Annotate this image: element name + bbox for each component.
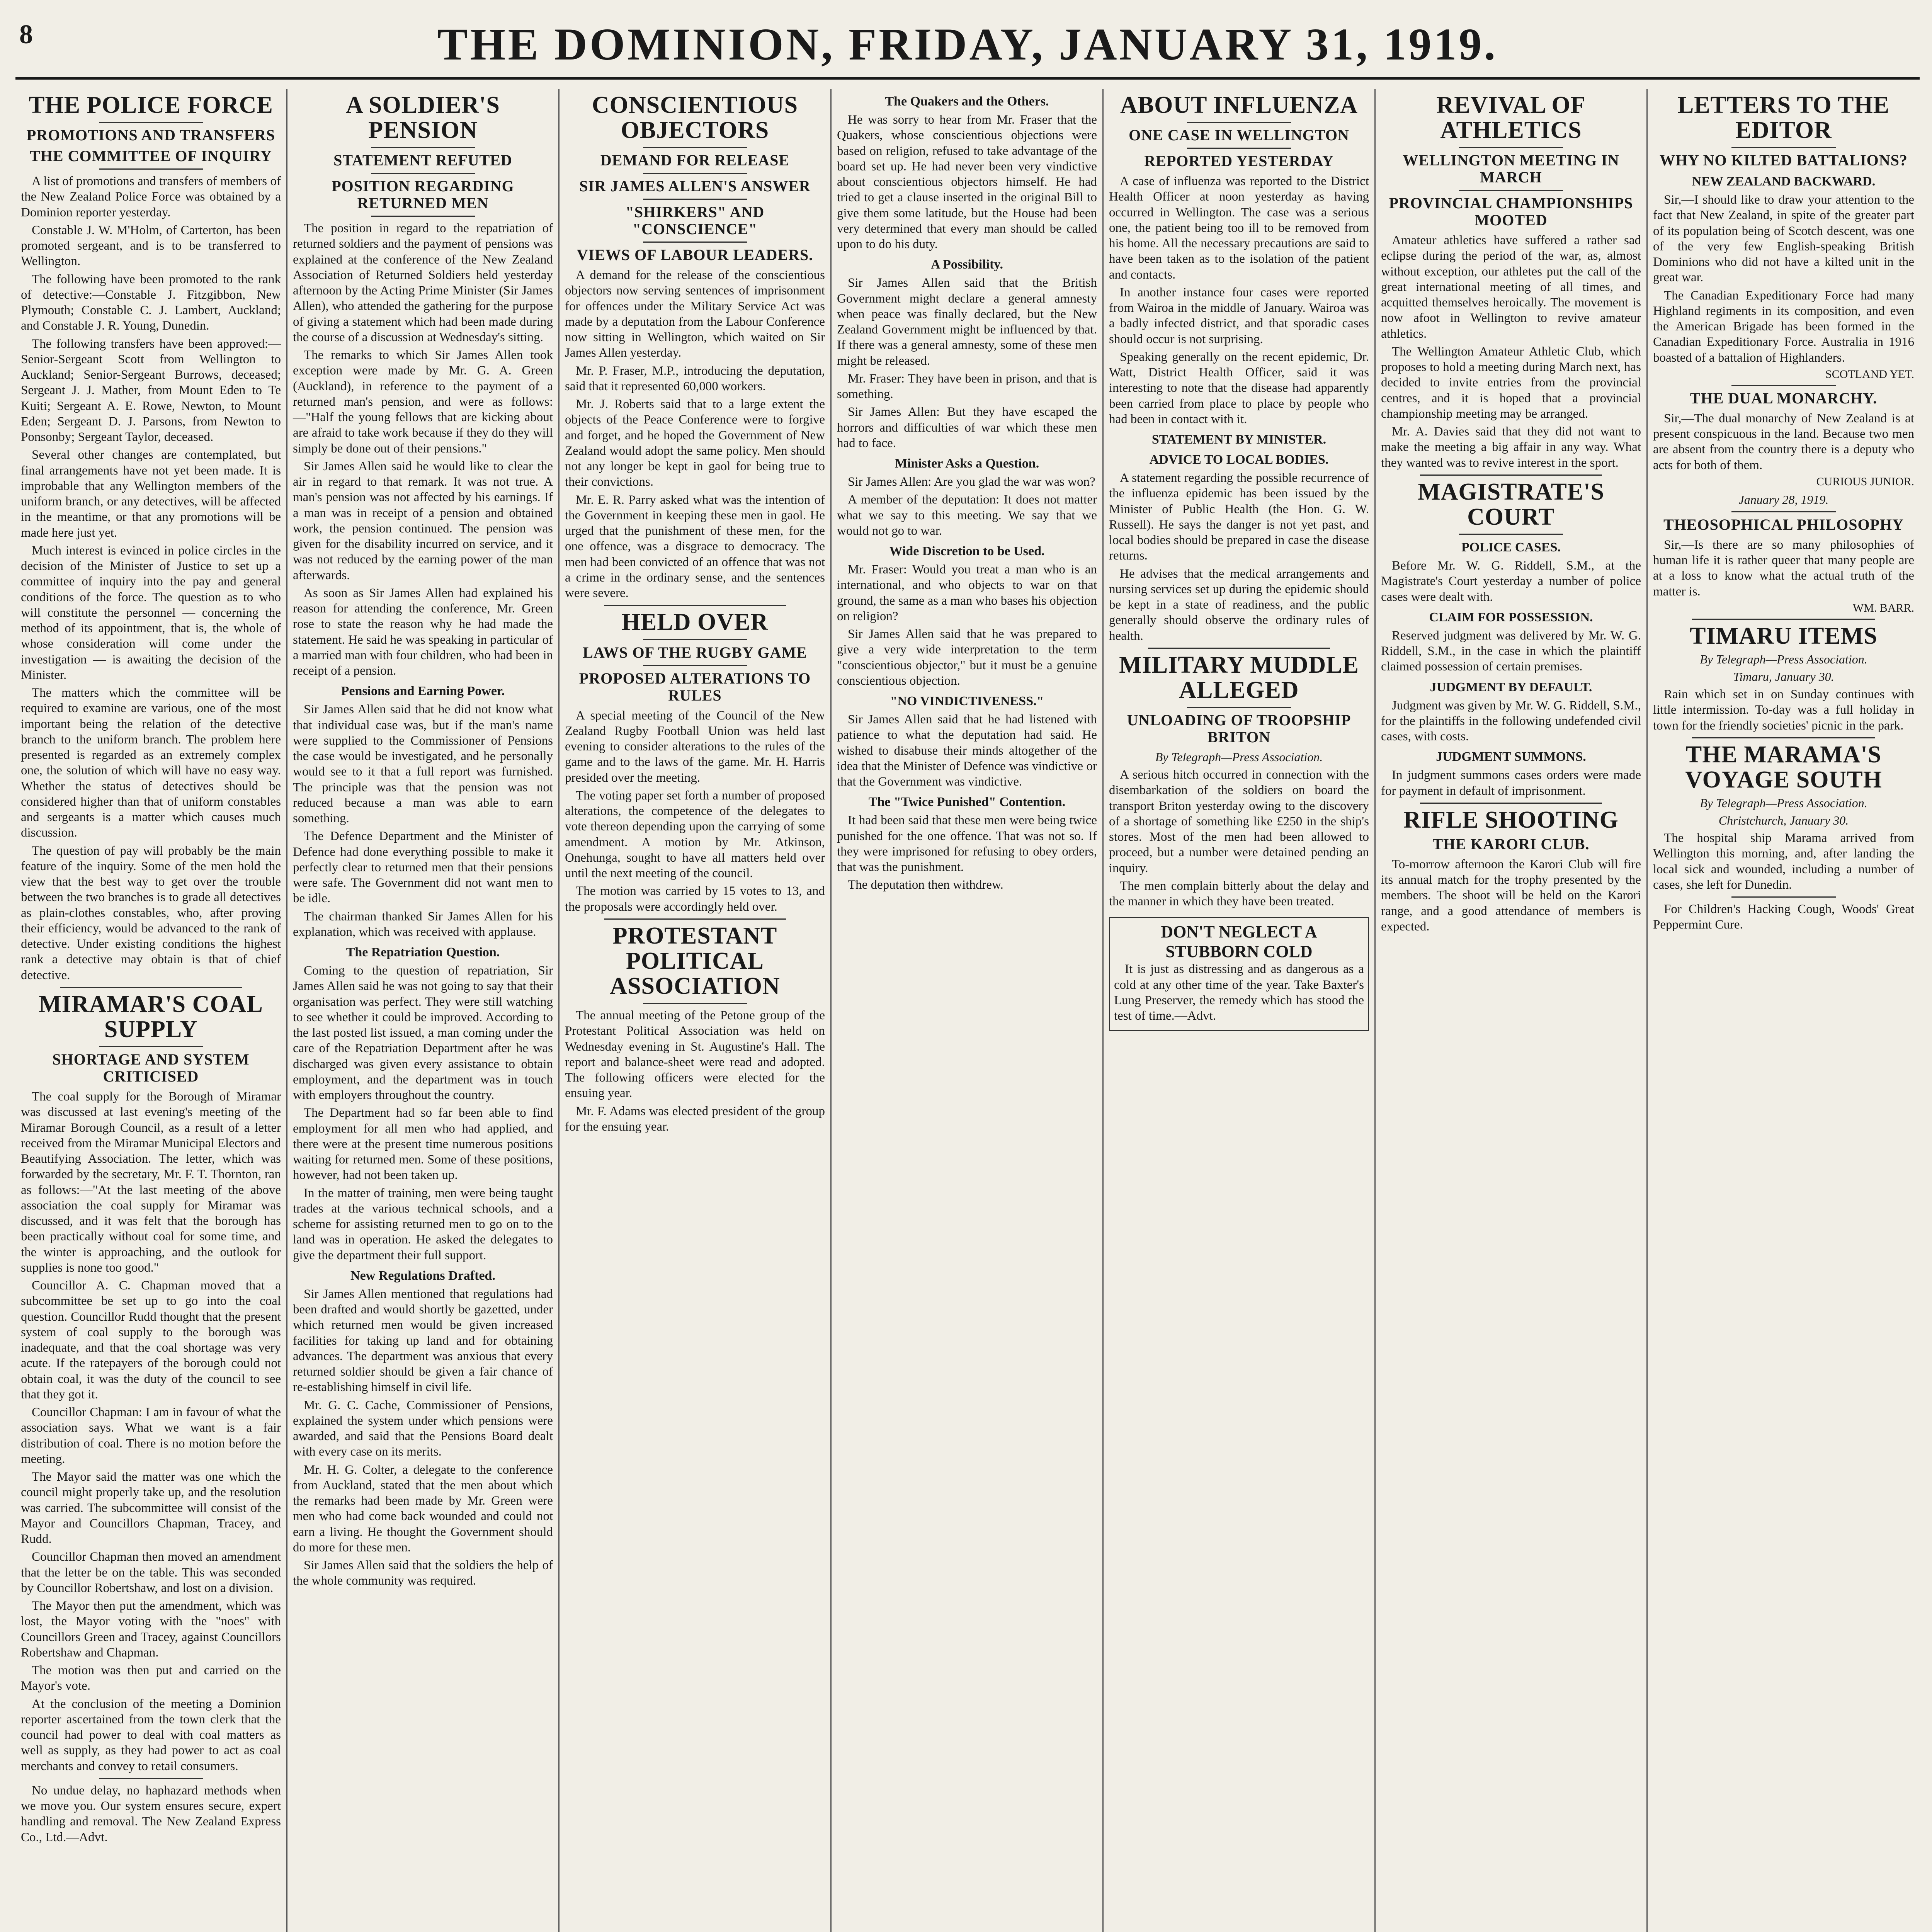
article-subtitle: THE COMMITTEE OF INQUIRY <box>30 147 272 165</box>
divider <box>99 1046 203 1047</box>
divider <box>1731 896 1836 898</box>
paragraph: Sir James Allen mentioned that regulations had been drafted and would shortly be gazetted, under which returned men would be given increased facilities for taking up land and for obtaining advances. The department was anxious that every returned soldier should be given a fair chance of re-establishing himself in civil life. <box>293 1287 553 1395</box>
paragraph: Mr. F. Adams was elected president of the group for the ensuing year. <box>565 1104 825 1134</box>
paragraph: Mr. G. C. Cache, Commissioner of Pensions, explained the system under which pensions were awarded, and said that the Pensions Board dealt with every case on its merits. <box>293 1398 553 1459</box>
divider <box>604 918 786 920</box>
paragraph: Amateur athletics have suffered a rather sad eclipse during the period of the war, as, almost without exception, our athletes put the call of the great international meeting of all times, and acquitted themselves heroically. The movement is now afoot in Wellington to revive amateur athletics. <box>1381 233 1641 341</box>
article-subtitle: PROMOTIONS AND TRANSFERS <box>26 126 276 144</box>
article-subtitle: LAWS OF THE RUGBY GAME <box>583 643 807 661</box>
paragraph: Mr. Fraser: They have been in prison, and that is something. <box>837 371 1097 401</box>
paragraph: Much interest is evinced in police circles in the decision of the Minister of Justice to set up a committee of inquiry into the pay and general conditions of the force. The question as to who will constitute the personnel — concerning the method of its appointment, that is, the whole of whose consideration will come under the investigation — is awaiting the decision of the Minister. <box>21 543 281 682</box>
paragraph: A demand for the release of the conscientious objectors now serving sentences of imprisonment for offences under the Military Service Act was made by a deputation from the Labour Conference now sitting in Wellington, which waited on Sir James Allen yesterday. <box>565 268 825 360</box>
paragraph: Mr. A. Davies said that they did not want to make the meeting a big affair in any way. What they wanted was to revive interest in the sport. <box>1381 425 1641 470</box>
masthead-title: THE DOMINION, FRIDAY, JANUARY 31, 1919. <box>437 19 1498 70</box>
paragraph: A special meeting of the Council of the New Zealand Rugby Football Union was held last evening to consider alterations to the rules of the game and to the laws of the game. Mr. H. Harris presided over the meeting. <box>565 708 825 785</box>
article-subtitle: VIEWS OF LABOUR LEADERS. <box>577 246 813 264</box>
paragraph: The deputation then withdrew. <box>848 878 1003 892</box>
byline: By Telegraph—Press Association. <box>1155 750 1323 764</box>
columns <box>15 89 1920 1932</box>
section-heading: CLAIM FOR POSSESSION. <box>1429 610 1593 624</box>
column-6 <box>1376 89 1648 1932</box>
divider <box>1187 122 1291 123</box>
section-heading: NEW ZEALAND BACKWARD. <box>1692 174 1876 189</box>
article-subtitle: REPORTED YESTERDAY <box>1144 152 1334 170</box>
article-subtitle: THE DUAL MONARCHY. <box>1690 389 1878 407</box>
divider <box>643 147 747 148</box>
masthead <box>15 12 1920 80</box>
advertisement <box>1109 917 1369 1031</box>
article-subtitle: SHORTAGE AND SYSTEM CRITICISED <box>52 1051 250 1085</box>
byline: By Telegraph—Press Association. <box>1700 796 1867 810</box>
paragraph: The question of pay will probably be the main feature of the inquiry. Some of the men hold the view that the best way to get over the trouble between the two branches is to grade all detectives as plain-clothes constables, who, after proving their efficiency, would be advanced to the rank of detective. Under existing conditions the highest rank a detective may obtain is that of chief detective. <box>21 844 281 982</box>
article-subtitle: SIR JAMES ALLEN'S ANSWER <box>579 177 811 195</box>
article-subtitle: PROPOSED ALTERATIONS TO RULES <box>579 669 811 704</box>
article-title: LETTERS TO THE EDITOR <box>1677 92 1890 144</box>
divider <box>1148 648 1330 649</box>
article-title: HELD OVER <box>621 609 769 636</box>
letter-date: January 28, 1919. <box>1738 492 1829 507</box>
column-4 <box>832 89 1104 1932</box>
paragraph: The men complain bitterly about the delay and the manner in which they have been treated. <box>1109 879 1369 909</box>
paragraph: A statement regarding the possible recurrence of the influenza epidemic has been issued by the Minister of Public Health (the Hon. G. W. Russell). He says the danger is not yet past, and local bodies should be prepared in case the disease returns. <box>1109 471 1369 563</box>
paragraph: Sir,—The dual monarchy of New Zealand is at present conspicuous in the land. Because two men are absent from the country there is a deputy who acts for both of them. <box>1653 411 1914 472</box>
article-subtitle: THEOSOPHICAL PHILOSOPHY <box>1663 515 1904 533</box>
article-subtitle: DEMAND FOR RELEASE <box>600 151 790 169</box>
ad-text: It is just as distressing and as dangerous as a cold at any other time of the year. Take Baxter's Lung Preserver, the remedy which has stood the test of time.—Advt. <box>1114 962 1364 1023</box>
paragraph: The annual meeting of the Petone group of the Protestant Political Association was held on Wednesday evening in St. Augustine's Hall. The report and balance-sheet were read and adopted. The following officers were elected for the ensuing year. <box>565 1009 825 1100</box>
paragraph: A serious hitch occurred in connection with the disembarkation of the soldiers on board the transport Briton yesterday owing to the discovery of a shortage of something like £250 in the ship's stores. Most of the men had been allowed to proceed, but a number were detained pending an inquiry. <box>1109 768 1369 875</box>
section-heading: New Regulations Drafted. <box>350 1268 495 1283</box>
divider <box>60 987 242 988</box>
divider <box>1692 737 1875 738</box>
paragraph: The following have been promoted to the rank of detective:—Constable J. Fitzgibbon, New Plymouth; Constable C. J. Lambert, Auckland; and Constable J. R. Young, Dunedin. <box>21 272 281 333</box>
paragraph: He advises that the medical arrangements and nursing services set up during the epidemic should be kept in a state of readiness, and the public generally should observe the ordinary rules of health. <box>1109 566 1369 643</box>
column-3 <box>560 89 832 1932</box>
divider <box>1420 474 1602 476</box>
paragraph: Sir,—Is there are so many philosophies of human life it is rather queer that many people are at a loss to know what the actual truth of the matter is. <box>1653 537 1914 599</box>
paragraph: The Defence Department and the Minister of Defence had done everything possible to make it perfectly clear to returned men that their pensions were safe. The Government did not want men to be idle. <box>293 829 553 906</box>
paragraph: In judgment summons cases orders were made for payment in default of imprisonment. <box>1381 768 1641 798</box>
paragraph: The motion was then put and carried on the Mayor's vote. <box>21 1663 281 1693</box>
paragraph: Sir James Allen said that he had listened with patience to what the deputation had said. He wished to disabuse their minds altogether of the idea that the Minister of Defence was vindictive or that the Government was vindictive. <box>837 713 1097 789</box>
paragraph: Sir James Allen: Are you glad the war was won? <box>848 475 1095 489</box>
divider <box>99 122 203 123</box>
paragraph: Sir James Allen said that the British Government might declare a general amnesty when peace was finally declared, but the New Zealand Government might be influenced by that. If there was a general amnesty, some of these men might be released. <box>837 276 1097 368</box>
divider <box>1187 707 1291 708</box>
paragraph: Sir James Allen said he would like to clear the air in regard to that remark. It was not true. A man's pension was not affected by his earnings. If a man was in receipt of a pension and obtained work, the pension continued. The pension was given for the disability incurred on service, and it was not reduced by the earning power of the man afterwards. <box>293 459 553 582</box>
divider <box>1459 147 1563 148</box>
letter-signature: CURIOUS JUNIOR. <box>1816 475 1914 488</box>
divider <box>1731 385 1836 386</box>
letter-signature: SCOTLAND YET. <box>1825 367 1914 381</box>
advertisement: No undue delay, no haphazard methods when we move you. Our system ensures secure, expert handling and removal. The New Zealand Express Co., Ltd.—Advt. <box>21 1783 281 1844</box>
paragraph: Councillor Chapman: I am in favour of what the association says. What we want is a fair distribution of coal. There is no motion before the meeting. <box>21 1405 281 1466</box>
paragraph: Mr. J. Roberts said that to a large extent the objects of the Peace Conference were to forgive and forget, and he hoped the Government of New Zealand would adopt the same policy. Men should not any longer be kept in gaol for being true to their convictions. <box>565 397 825 489</box>
article-title: RIFLE SHOOTING <box>1403 806 1619 833</box>
paragraph: It had been said that these men were being twice punished for the one offence. That was not so. If they were imprisoned for refusing to obey orders, that was the punishment. <box>837 813 1097 874</box>
paragraph: Mr. P. Fraser, M.P., introducing the deputation, said that it represented 60,000 workers. <box>565 364 825 393</box>
paragraph: A member of the deputation: It does not matter what we say to this meeting. We say that we would not go to war. <box>837 493 1097 538</box>
divider <box>643 1003 747 1004</box>
article-title: ABOUT INFLUENZA <box>1120 92 1358 118</box>
section-heading: JUDGMENT BY DEFAULT. <box>1430 680 1592 694</box>
paragraph: Sir James Allen said that the soldiers the help of the whole community was required. <box>293 1558 553 1588</box>
paragraph: Before Mr. W. G. Riddell, S.M., at the Magistrate's Court yesterday a number of police cases were dealt with. <box>1381 559 1641 604</box>
article-title: THE MARAMA'S VOYAGE SOUTH <box>1685 741 1882 793</box>
article-title: MIRAMAR'S COAL SUPPLY <box>39 991 263 1043</box>
paragraph: Sir James Allen said that he was prepared to give a very wide interpretation to the term "conscientious objector," but it must be a genuine conscientious objection. <box>837 627 1097 688</box>
section-heading: JUDGMENT SUMMONS. <box>1436 750 1586 764</box>
section-heading: The "Twice Punished" Contention. <box>868 795 1066 810</box>
paragraph: Mr. E. R. Parry asked what was the intention of the Government in keeping these men in gaol. He urged that the punishment of these men, for the one offence, was a disgrace to democracy. The men had been convicted of an offence that was not a crime in the ordinary sense, and the sentences were severe. <box>565 493 825 600</box>
byline: By Telegraph—Press Association. <box>1700 652 1867 667</box>
paragraph: The following transfers have been approved:—Senior-Sergeant Scott from Wellington to Auckland; Senior-Sergeant Burrows, deceased; Sergeant J. J. Mather, from Mount Eden to Te Kuiti; Sergeant A. E. Rowe, Newton, to Mount Eden; Sergeant D. J. Parsons, from Newton to Ponsonby; Sergeant Taylor, deceased. <box>21 337 281 444</box>
paragraph: Sir,—I should like to draw your attention to the fact that New Zealand, in spite of the greater part of its population being of Scotch descent, was one of the very few English-speaking British Dominions who did not have a kilted unit in the great war. <box>1653 193 1914 285</box>
divider <box>1731 147 1836 148</box>
paragraph: He was sorry to hear from Mr. Fraser that the Quakers, whose conscientious objections were based on religion, refused to take advantage of the board set up. He had never been very vindictive about conscientious objectors himself. He had tried to get a clause inserted in the original Bill to give them some latitude, but the House had been very determined that every man should be called upon to do his duty. <box>837 113 1097 251</box>
divider <box>371 173 475 174</box>
paragraph: Speaking generally on the recent epidemic, Dr. Watt, District Health Officer, said it was interesting to note that the disease had apparently been carried from place to place by people who had been in contact with it. <box>1109 350 1369 426</box>
paragraph: Judgment was given by Mr. W. G. Riddell, S.M., for the plaintiffs in the following undefended civil cases, with costs. <box>1381 698 1641 744</box>
divider <box>1692 619 1875 620</box>
paragraph: The Department had so far been able to find employment for all men who had applied, and there were at the present time numerous positions waiting for returned men. Some of these positions, however, had not been taken up. <box>293 1106 553 1182</box>
article-subtitle: ONE CASE IN WELLINGTON <box>1129 126 1349 144</box>
divider <box>99 168 203 170</box>
dateline: Timaru, January 30. <box>1733 670 1834 684</box>
paragraph: Several other changes are contemplated, but final arrangements have not yet been made. It is improbable that any Wellington members of the uniform branch, or any detectives, will be affected in the meantime, or that any promotions will be made here just yet. <box>21 448 281 540</box>
paragraph: The Mayor then put the amendment, which was lost, the Mayor voting with the "noes" with Councillors Green and Tracey, against Councillors Robertshaw and Chapman. <box>21 1599 281 1660</box>
divider <box>643 665 747 666</box>
section-heading: The Quakers and the Others. <box>885 94 1049 109</box>
divider <box>99 1778 203 1779</box>
advertisement: For Children's Hacking Cough, Woods' Great Peppermint Cure. <box>1653 902 1914 932</box>
article-title: MILITARY MUDDLE ALLEGED <box>1119 651 1359 703</box>
paragraph: The remarks to which Sir James Allen took exception were made by Mr. G. A. Green (Auckland), in reference to the payment of a returned man's pension, and were as follows:—"Half the young fellows that are kicking about are afraid to take work because if they do they will simply be done out of their pensions." <box>293 348 553 456</box>
column-2 <box>287 89 560 1932</box>
divider <box>1459 190 1563 191</box>
paragraph: At the conclusion of the meeting a Dominion reporter ascertained from the town clerk that the council had power to deal with coal matters as well as supply, as they had power to act as coal merchants and convey to retail consumers. <box>21 1697 281 1773</box>
page-number: 8 <box>19 20 33 49</box>
paragraph: In the matter of training, men were being taught trades at the various technical schools, and a scheme for assisting returned men to go on to the land was in operation. He asked the delegates to give the department their full support. <box>293 1186 553 1262</box>
paragraph: The Mayor said the matter was one which the council might properly take up, and the resolution was carried. The subcommittee will consist of the Mayor and Councillors Chapman, Tracey, and Rudd. <box>21 1470 281 1546</box>
paragraph: The coal supply for the Borough of Miramar was discussed at last evening's meeting of the Miramar Borough Council, as a result of a letter received from the Miramar Municipal Electors and Beautifying Association. The letter, which was forwarded by the secretary, Mr. F. T. Thornton, ran as follows:—"At the last meeting of the above association the coal supply for Miramar was discussed, and it was felt that the borough has been practically without coal for some time, and the winter is approaching, and the outlook for supplies is none too good." <box>21 1090 281 1275</box>
section-heading: STATEMENT BY MINISTER. <box>1151 432 1327 447</box>
ad-headline: DON'T NEGLECT A STUBBORN COLD <box>1161 922 1317 961</box>
divider <box>643 639 747 640</box>
paragraph: Constable J. W. M'Holm, of Carterton, has been promoted sergeant, and is to be transferred to Wellington. <box>21 223 281 269</box>
section-heading: POLICE CASES. <box>1461 540 1561 555</box>
article-subtitle: PROVINCIAL CHAMPIONSHIPS MOOTED <box>1389 194 1633 229</box>
dateline: Christchurch, January 30. <box>1718 813 1849 828</box>
paragraph: Councillor A. C. Chapman moved that a subcommittee be set up to go into the coal question. Councillor Rudd thought that the present system of coal supply to the borough was inadequate, and that the coal shortage was very acute. If the ratepayers of the borough could not obtain coal, it was the duty of the council to see that they got it. <box>21 1279 281 1401</box>
column-5 <box>1104 89 1376 1932</box>
paragraph: Reserved judgment was delivered by Mr. W. G. Riddell, S.M., in the case in which the plaintiff claimed possession of certain premises. <box>1381 628 1641 674</box>
article-subtitle: WELLINGTON MEETING IN MARCH <box>1403 151 1619 186</box>
paragraph: Mr. H. G. Colter, a delegate to the conference from Auckland, stated that the men about which the remarks had been made by Mr. Green were men who had come back wounded and could not earn a living. He thought the Government should do more for these men. <box>293 1463 553 1554</box>
paragraph: In another instance four cases were reported from Wairoa in the middle of January. Wairoa was a badly infected district, and that sporadic cases should occur is not surprising. <box>1109 285 1369 346</box>
paragraph: Coming to the question of repatriation, Sir James Allen said he was not going to say that their organisation was perfect. They were still watching to see whether it could be improved. According to the last posted list issued, a man coming under the care of the Repatriation Department after he was discharged was given every assistance to obtain employment, and the department was in touch with employers throughout the country. <box>293 964 553 1102</box>
paragraph: The hospital ship Marama arrived from Wellington this morning, and, after landing the local sick and wounded, including a number of cases, she left for Dunedin. <box>1653 831 1914 892</box>
paragraph: Sir James Allen: But they have escaped the horrors and difficulties of war which these men had to face. <box>837 405 1097 450</box>
column-7 <box>1648 89 1920 1932</box>
section-heading: The Repatriation Question. <box>346 945 500 960</box>
article-title: MAGISTRATE'S COURT <box>1418 478 1604 531</box>
divider <box>1731 511 1836 512</box>
paragraph: As soon as Sir James Allen had explained his reason for attending the conference, Mr. Green rose to state the reason why he had made the statement. He said he was speaking in particular of a married man with four children, who had been in receipt of a pension. <box>293 586 553 678</box>
section-heading: "NO VINDICTIVENESS." <box>890 694 1044 708</box>
divider <box>1187 148 1291 149</box>
divider <box>371 147 475 148</box>
paragraph: The motion was carried by 15 votes to 13, and the proposals were accordingly held over. <box>565 884 825 914</box>
article-title: REVIVAL OF ATHLETICS <box>1436 92 1586 144</box>
column-1 <box>15 89 287 1932</box>
paragraph: To-morrow afternoon the Karori Club will fire its annual match for the trophy presented by the members. The shoot will be held on the Karori range, and a good attendance of members is expected. <box>1381 857 1641 934</box>
paragraph: The Wellington Amateur Athletic Club, which proposes to hold a meeting during March next, has decided to invite entries from the provincial centres, and it is hoped that a provincial championship meeting may be arranged. <box>1381 344 1641 421</box>
paragraph: The matters which the committee will be required to examine are various, one of the most important being the relation of the detective branch to the uniform branch. The problem here presented is regarded as an extremely complex one, the solution of which will have no easy way. Whether the status of detectives should be considered higher than that of uniform constables and sergeants is a matter which causes much discussion. <box>21 686 281 840</box>
article-title: THE POLICE FORCE <box>29 92 273 118</box>
article-title: PROTESTANT POLITICAL ASSOCIATION <box>610 922 780 999</box>
article-subtitle: STATEMENT REFUTED <box>333 151 512 169</box>
paragraph: The Canadian Expeditionary Force had many Highland regiments in its composition, and even the American Brigade has been formed in the Canadian Expeditionary Force. Australia in 1916 boasted of a battalion of Highlanders. <box>1653 288 1914 365</box>
article-title: A SOLDIER'S PENSION <box>346 92 500 144</box>
paragraph: Mr. Fraser: Would you treat a man who is an international, and who objects to war on that ground, the same as a man who bases his objection on religion? <box>837 563 1097 623</box>
article-subtitle: "SHIRKERS" AND "CONSCIENCE" <box>625 203 765 238</box>
paragraph: Councillor Chapman then moved an amendment that the letter be on the table. This was seconded by Councillor Robertshaw, and lost on a division. <box>21 1550 281 1595</box>
newspaper-page <box>15 12 1920 1932</box>
paragraph: The chairman thanked Sir James Allen for his explanation, which was received with applause. <box>293 909 553 939</box>
section-heading: Wide Discretion to be Used. <box>889 544 1045 558</box>
article-subtitle: THE KARORI CLUB. <box>1432 835 1590 853</box>
paragraph: Sir James Allen said that he did not know what that individual case was, but if the man's name were supplied to the Commissioner of Pensions the case would be investigated, and he personally would see to it that a full report was furnished. The principle was that the pension was not reduced because a man was able to earn something. <box>293 702 553 826</box>
paragraph: A list of promotions and transfers of members of the New Zealand Police Force was obtained by a Dominion reporter yesterday. <box>21 174 281 219</box>
section-heading: Minister Asks a Question. <box>895 456 1039 471</box>
article-title: CONSCIENTIOUS OBJECTORS <box>592 92 798 144</box>
article-subtitle: WHY NO KILTED BATTALIONS? <box>1660 151 1908 169</box>
divider <box>643 199 747 200</box>
paragraph: The voting paper set forth a number of proposed alterations, the competence of the delegates to vote thereon depending upon the carrying of some amendment. A motion by Mr. Atkinson, Onehunga, sought to have all matters held over until the next meeting of the council. <box>565 788 825 881</box>
article-subtitle: POSITION REGARDING RETURNED MEN <box>332 177 514 212</box>
section-heading: A Possibility. <box>930 257 1003 272</box>
divider <box>1420 803 1602 804</box>
divider <box>643 173 747 174</box>
article-title: TIMARU ITEMS <box>1690 622 1878 649</box>
divider <box>1459 534 1563 535</box>
divider <box>371 216 475 217</box>
paragraph: A case of influenza was reported to the District Health Officer at noon yesterday as having occurred in Wellington. The case was a serious one, the patient being too ill to be removed from his home. All the necessary precautions are said to have been taken as to the isolation of the patient and contacts. <box>1109 174 1369 282</box>
section-heading: Pensions and Earning Power. <box>341 684 505 699</box>
paragraph: The position in regard to the repatriation of returned soldiers and the payment of pensions was explained at the conference of the New Zealand Association of Returned Soldiers held yesterday afternoon by the Acting Prime Minister (Sir James Allen), who attended the gathering for the purpose of giving a statement which had been made during the course of a discussion at Wednesday's sitting. <box>293 221 553 344</box>
letter-signature: WM. BARR. <box>1852 601 1914 614</box>
article-subtitle: UNLOADING OF TROOPSHIP BRITON <box>1127 711 1351 746</box>
divider <box>643 242 747 243</box>
section-heading: ADVICE TO LOCAL BODIES. <box>1149 452 1329 467</box>
paragraph: Rain which set in on Sunday continues with little intermission. To-day was a full holiday in town for the friendly societies' picnic in the park. <box>1653 687 1914 733</box>
divider <box>604 605 786 606</box>
